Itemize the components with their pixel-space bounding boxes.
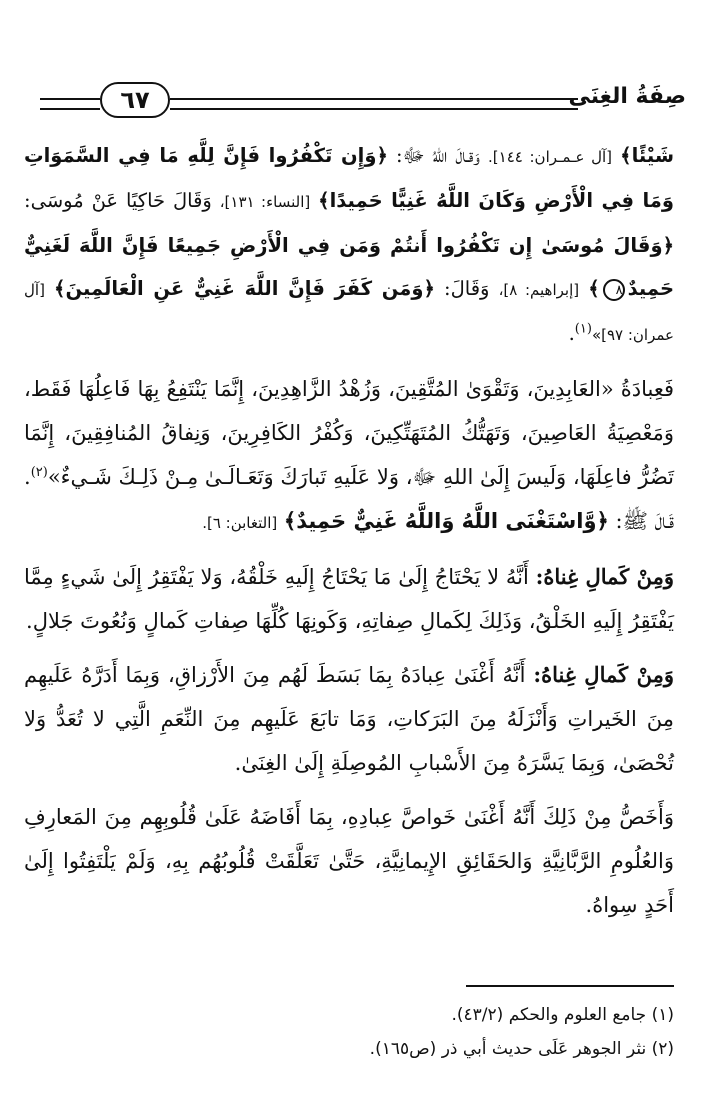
verse-reference: [آل عـمـران: ١٤٤]. <box>488 148 613 166</box>
page-header <box>40 82 686 122</box>
quran-verse: ﴿وَقَالَ مُوسَىٰ إِن تَكْفُرُوا أَنتُمْ وَمَن فِي الْأَرْضِ جَمِيعًا فَإِنَّ اللَّهَ لَغَنِيٌّ حَمِيدٌ <box>24 234 675 300</box>
ayah-number-mark: ٨ <box>603 279 625 301</box>
verse-reference: [آل عمران: ٩٧]» <box>24 281 674 344</box>
paragraph-3 <box>24 555 674 643</box>
text-span: فَعِبادَةُ «العَابِدِينَ، وَتَقْوَىٰ المُتَّقِينَ، وَزُهْدُ الزَّاهِدِينَ، إِنَّمَا يَنْتَفِعُ بِهَا فَاعِلُهَا فَقَط، وَمَعْصِيَةُ العَاصِينَ، وَتَهَتُّكُ المُتَهَتِّكِينَ، وَكُفْرُ الكَافِرِينَ، وَنِفاقُ المُنافِقِينَ، إِنَّمَا تَضُرُّ فاعِلَهَا، وَلَيسَ إِلَىٰ اللهِ ﷻ، وَلا عَلَيهِ تَبارَكَ وَتَعَـالَـىٰ مِـنْ ذَلِـكَ شَـيءٌ» <box>24 377 674 489</box>
page-number: ٦٧ <box>100 82 170 118</box>
footnote-2: (٢) نثر الجوهر عَلَى حديث أبي ذر (ص١٦٥). <box>369 1039 674 1059</box>
text-span: وَقـالَ اللهُ ﷻ: <box>396 144 480 167</box>
quran-verse-close: ﴾ <box>588 277 600 300</box>
text-span: وَأَخَصُّ مِنْ ذَلِكَ أَنَّهُ أَغْنَىٰ خَواصَّ عِبادِهِ، بِمَا أَفَاضَهُ عَلَىٰ قُلُوبِهِم مِنَ المَعارِفِ وَالعُلُومِ الرَّبَّانِيَّةِ وَالحَقَائِقِ الإِيمانِيَّةِ، حَتَّىٰ تَعَلَّقَتْ قُلُوبُهُم بِهِ، وَلَمْ يَلْتَفِتُوا إِلَىٰ أَحَدٍ سِواهُ. <box>24 805 674 917</box>
main-text <box>24 134 674 927</box>
verse-reference: [إبراهيم: ٨]، <box>498 281 580 299</box>
verse-reference: [التغابن: ٦]. <box>202 514 278 532</box>
footnote-separator <box>466 985 674 987</box>
paragraph-5 <box>24 795 674 927</box>
paragraph-2 <box>24 367 674 545</box>
header-rule <box>170 98 578 110</box>
text-span: وَقَالَ: <box>444 277 490 300</box>
quran-verse: شَيْئًا﴾ <box>620 144 675 167</box>
header-rule-left <box>40 98 100 110</box>
text-span: . <box>568 322 575 345</box>
footnote-1: (١) جامع العلوم والحكم (٤٣/٢). <box>451 1005 674 1025</box>
paragraph-lead: وَمِنْ كَمالِ غِناهُ: <box>535 564 675 589</box>
paragraph-1 <box>24 134 674 357</box>
text-span: أَنَّهُ لا يَحْتَاجُ إِلَىٰ مَا يَحْتَاجُ إِلَيهِ خَلْقُهُ، وَلا يَفْتَقِرُ إِلَىٰ شَيءٍ مِمَّا يَفْتَقِرُ إِلَيهِ الخَلْقُ، وَذَلِكَ لِكَمالِ صِفاتِهِ، وَكَونِهَا كُلِّهَا صِفاتِ كَمالٍ وَنُعُوتَ جَلالٍ. <box>24 565 674 633</box>
running-title: صِفَةُ الغِنَى <box>568 84 686 109</box>
footnote-marker[interactable]: (٢) <box>30 465 48 480</box>
text-span: أَنَّهُ أَغْنَىٰ عِبادَهُ بِمَا بَسَطَ لَهُم مِنَ الأَرْزاقِ، وَبِمَا أَدَرَّهُ عَلَيهِم مِنَ الخَيراتِ وَأَنْزَلَهُ مِنَ البَرَكاتِ، وَمَا تابَعَ عَلَيهِم مِنَ النِّعَمِ الَّتِي لا تُعَدُّ وَلا تُحْصَىٰ، وَبِمَا يَسَّرَهُ مِنَ الأَسْبابِ المُوصِلَةِ إِلَىٰ الغِنَىٰ. <box>24 663 674 775</box>
paragraph-lead: وَمِنْ كَمالِ غِناهُ: <box>533 662 674 687</box>
paragraph-4 <box>24 653 674 785</box>
footnotes <box>34 998 674 1066</box>
text-span: وَقَالَ حَاكِيًا عَنْ مُوسَى: <box>24 189 212 212</box>
text-span: . قَـالَ ﷺ: <box>24 465 674 533</box>
quran-verse: ﴿وَإِن تَكْفُرُوا فَإِنَّ لِلَّهِ مَا فِي السَّمَوَاتِ وَمَا فِي الْأَرْضِ وَكَانَ اللَّهُ غَنِيًّا حَمِيدًا﴾ <box>24 144 675 212</box>
quran-verse: ﴿وَّاسْتَغْنَى اللَّهُ وَاللَّهُ غَنِيٌّ حَمِيدٌ﴾ <box>283 509 609 533</box>
quran-verse: ﴿وَمَن كَفَرَ فَإِنَّ اللَّهَ غَنِيٌّ عَنِ الْعَالَمِينَ﴾ <box>54 277 435 300</box>
footnote-marker[interactable]: (١) <box>574 321 592 337</box>
verse-reference: [النساء: ١٣١]، <box>219 193 311 211</box>
